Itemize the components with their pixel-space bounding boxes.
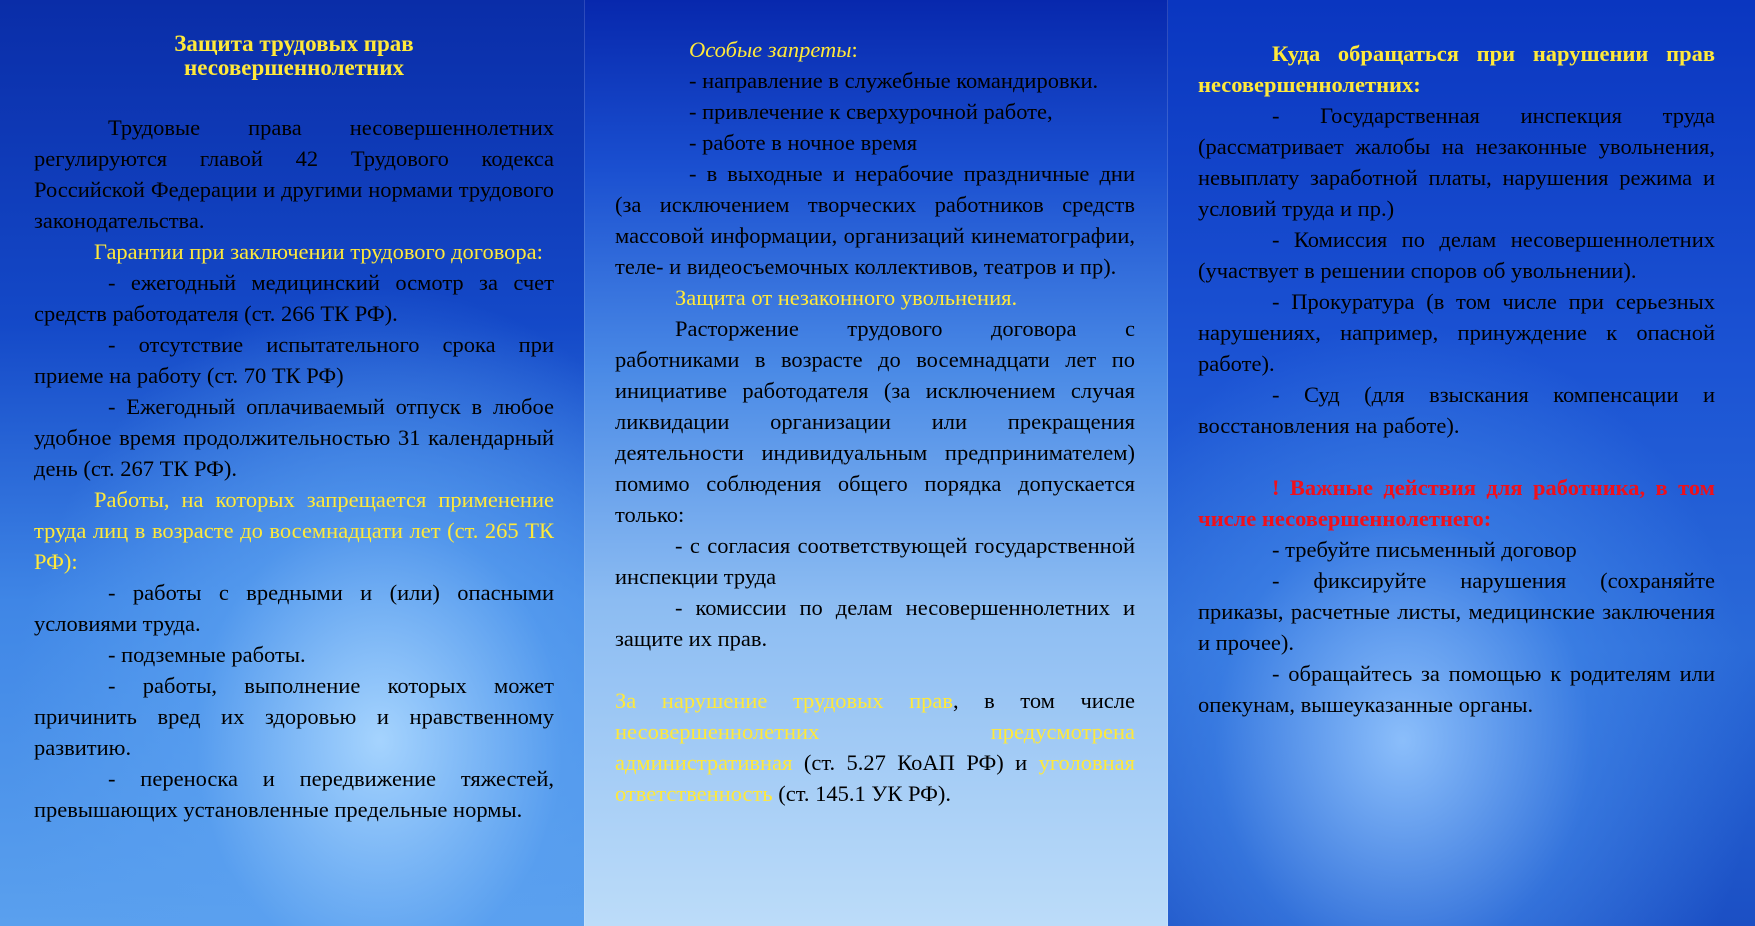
actions-heading: ! Важные действия для работника, в том числе несовершеннолетнего: <box>1198 475 1715 531</box>
liability-paragraph <box>615 685 1135 809</box>
panel-middle <box>584 0 1168 926</box>
liability-part3: несовершеннолетних предусмотрена административная <box>615 719 1135 775</box>
special-heading-text: Особые запреты <box>689 37 852 62</box>
liability-part5: уголовная ответственность <box>615 750 1135 806</box>
special-heading-colon: : <box>851 37 858 62</box>
prohibited-item: - переноска и передвижение тяжестей, превышающих установленные предельные нормы. <box>34 766 554 822</box>
prohibited-item: - подземные работы. <box>108 642 306 667</box>
action-item: - требуйте письменный договор <box>1272 537 1577 562</box>
guarantee-item: - отсутствие испытательного срока при приеме на работу (ст. 70 ТК РФ) <box>34 332 554 388</box>
where-item: - Прокуратура (в том числе при серьезных нарушениях, например, принуждение к опасной работе). <box>1198 289 1715 376</box>
dismissal-heading: Защита от незаконного увольнения. <box>675 285 1018 310</box>
where-heading: Куда обращаться при нарушении прав несовершеннолетних: <box>1198 41 1715 97</box>
guarantees-heading: Гарантии при заключении трудового договора: <box>94 239 543 264</box>
liability-part4: (ст. 5.27 КоАП РФ) и <box>792 750 1039 775</box>
panel1-title-line1: Защита трудовых прав <box>174 31 414 56</box>
prohibited-item: - работы, выполнение которых может причинить вред их здоровью и нравственному развитию. <box>34 673 554 760</box>
action-item: - обращайтесь за помощью к родителям или опекунам, вышеуказанные органы. <box>1198 661 1715 717</box>
spacer <box>1198 441 1715 472</box>
special-item: - работе в ночное время <box>689 130 918 155</box>
where-item: - Суд (для взыскания компенсации и восстановления на работе). <box>1198 382 1715 438</box>
liability-part1: За нарушение трудовых прав <box>615 688 953 713</box>
panel1-title <box>34 32 554 80</box>
panel1-intro: Трудовые права несовершеннолетних регулируются главой 42 Трудового кодекса Российской Федерации и другими нормами трудового законодательства. <box>34 115 554 233</box>
special-item: - в выходные и нерабочие праздничные дни (за исключением творческих работников средств массовой информации, организаций кинематографии, теле- и видеосъемочных коллективов, театров и пр). <box>615 161 1135 279</box>
liability-part6: (ст. 145.1 УК РФ). <box>772 781 951 806</box>
prohibited-heading: Работы, на которых запрещается применение труда лиц в возрасте до восемнадцати лет (ст. 265 ТК РФ): <box>34 487 554 574</box>
where-item: - Государственная инспекция труда (рассматривает жалобы на незаконные увольнения, невыплату заработной платы, нарушения режима и условий труда и пр.) <box>1198 103 1715 221</box>
spacer <box>615 654 1135 685</box>
action-item: - фиксируйте нарушения (сохраняйте приказы, расчетные листы, медицинские заключения и прочее). <box>1198 568 1715 655</box>
dismissal-text: Расторжение трудового договора с работниками в возрасте до восемнадцати лет по инициативе работодателя (за исключением случая ликвидации организации или прекращения деятельности индивидуальным предпринимателем) помимо соблюдения общего порядка допускается только: <box>615 316 1135 527</box>
special-item: - привлечение к сверхурочной работе, <box>689 99 1053 124</box>
panel-left <box>0 0 584 926</box>
panel-right <box>1168 0 1755 926</box>
prohibited-item: - работы с вредными и (или) опасными условиями труда. <box>34 580 554 636</box>
panel1-title-line2: несовершеннолетних <box>183 55 405 80</box>
dismissal-item: - комиссии по делам несовершеннолетних и защите их прав. <box>615 595 1135 651</box>
dismissal-item: - с согласия соответствующей государственной инспекции труда <box>615 533 1135 589</box>
where-item: - Комиссия по делам несовершеннолетних (участвует в решении споров об увольнении). <box>1198 227 1715 283</box>
guarantee-item: - ежегодный медицинский осмотр за счет средств работодателя (ст. 266 ТК РФ). <box>34 270 554 326</box>
liability-part2: , в том числе <box>952 688 1136 713</box>
special-heading <box>615 34 1135 65</box>
special-item: - направление в служебные командировки. <box>689 68 1099 93</box>
guarantee-item: - Ежегодный оплачиваемый отпуск в любое удобное время продолжительностью 31 календарный день (ст. 267 ТК РФ). <box>34 394 554 481</box>
